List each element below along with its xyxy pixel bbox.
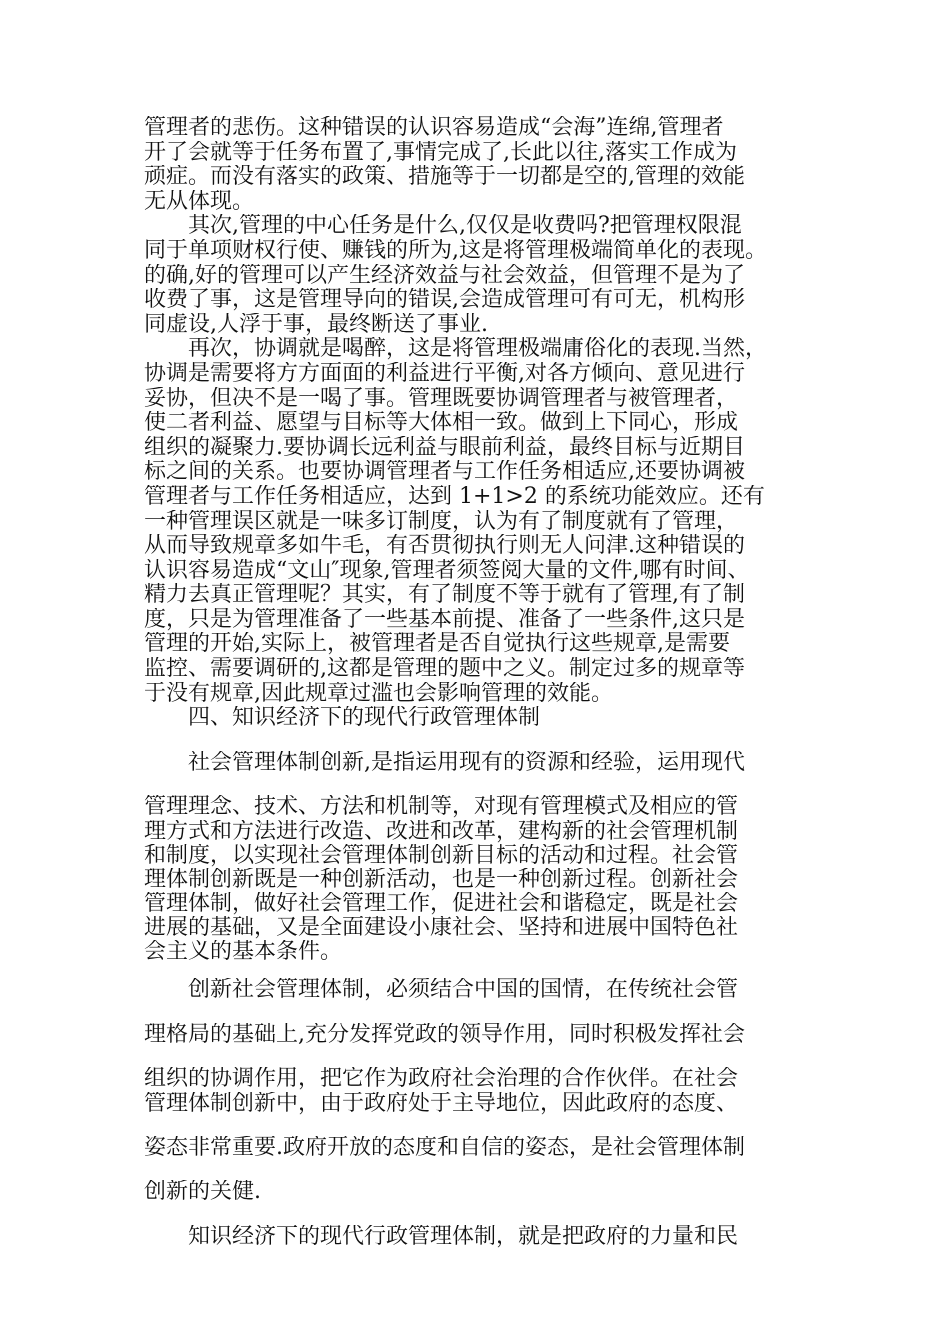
text-line: 创新的关健. <box>144 1180 261 1205</box>
text-line: 姿态非常重要.政府开放的态度和自信的姿态，是社会管理体制 <box>144 1135 745 1160</box>
text-line: 进展的基础，又是全面建设小康社会、坚持和进展中国特色社 <box>144 916 739 941</box>
document-page <box>144 116 814 1250</box>
text-line: 创新社会管理体制，必须结合中国的国情，在传统社会管 <box>188 978 739 1003</box>
text-line: 再次，协调就是喝醉，这是将管理极端庸俗化的表现.当然， <box>188 337 767 362</box>
text-line: 其次,管理的中心任务是什么,仅仅是收费吗?把管理权限混 <box>188 214 742 239</box>
text-line: 理方式和方法进行改造、改进和改革，建构新的社会管理机制 <box>144 820 739 845</box>
text-line: 标之间的关系。也要协调管理者与工作任务相适应,还要协调被 <box>144 460 745 485</box>
text-line: 知识经济下的现代行政管理体制，就是把政府的力量和民 <box>188 1225 739 1249</box>
text-line: 社会管理体制创新,是指运用现有的资源和经验，运用现代 <box>188 750 745 775</box>
paragraph-social-management-innovation <box>144 751 814 964</box>
text-line: 会主义的基本条件。 <box>144 940 343 965</box>
text-line: 精力去真正管理呢？其实，有了制度不等于就有了管理,有了制 <box>144 583 745 608</box>
text-line: 妥协，但决不是一喝了事。管理既要协调管理者与被管理者， <box>144 386 739 411</box>
text-line: 管理体制，做好社会管理工作，促进社会和谐稳定，既是社会 <box>144 892 739 917</box>
text-line: 管理者的悲伤。这种错误的认识容易造成“会海”连绵,管理者 <box>144 116 724 140</box>
text-line: 理体制创新既是一种创新活动，也是一种创新过程。创新社会 <box>144 868 739 893</box>
paragraph-national-conditions <box>144 978 814 1205</box>
text-line: 开了会就等于任务布置了,事情完成了,长此以往,落实工作成为 <box>144 140 737 165</box>
text-line: 协调是需要将方方面面的利益进行平衡,对各方倾向、意见进行 <box>144 361 745 386</box>
text-line: 使二者利益、愿望与目标等大体相一致。做到上下同心，形成 <box>144 411 739 436</box>
text-line: 于没有规章,因此规章过滥也会影响管理的效能。 <box>144 681 613 706</box>
text-line: 认识容易造成“文山″现象,管理者须签阅大量的文件,哪有时间、 <box>144 558 750 583</box>
section-management-errors <box>144 116 814 731</box>
text-line: 收费了事，这是管理导向的错误,会造成管理可有可无，机构形 <box>144 288 745 313</box>
text-line: 顽症。而没有落实的政策、措施等于一切都是空的,管理的效能 <box>144 165 745 190</box>
text-line: 理格局的基础上,充分发挥党政的领导作用，同时积极发挥社会 <box>144 1022 745 1047</box>
text-line: 管理理念、技术、方法和机制等，对现有管理模式及相应的管 <box>144 795 739 820</box>
text-line: 管理体制创新中，由于政府处于主导地位，因此政府的态度、 <box>144 1091 739 1116</box>
text-line: 组织的协调作用，把它作为政府社会治理的合作伙伴。在社会 <box>144 1067 739 1092</box>
text-line: 同于单项财权行使、赚钱的所为,这是将管理极端简单化的表现。 <box>144 238 767 263</box>
text-line: 管理的开始,实际上，被管理者是否自觉执行这些规章,是需要 <box>144 632 730 657</box>
text-line: 同虚设,人浮于事，最终断送了事业. <box>144 312 488 337</box>
section-heading: 四、知识经济下的现代行政管理体制 <box>188 706 541 731</box>
text-line: 组织的凝聚力.要协调长远利益与眼前利益，最终目标与近期目 <box>144 435 745 460</box>
text-line: 度，只是为管理准备了一些基本前提、准备了一些条件,这只是 <box>144 607 745 632</box>
text-line: 无从体现。 <box>144 189 255 214</box>
paragraph-knowledge-economy <box>144 1225 814 1250</box>
text-line: 从而导致规章多如牛毛，有否贯彻执行则无人问津.这种错误的 <box>144 534 745 559</box>
text-line: 监控、需要调研的,这都是管理的题中之义。制定过多的规章等 <box>144 657 745 682</box>
text-line: 一种管理误区就是一味多订制度，认为有了制度就有了管理， <box>144 509 739 534</box>
text-line: 和制度，以实现社会管理体制创新目标的活动和过程。社会管 <box>144 844 739 869</box>
text-line: 的确,好的管理可以产生经济效益与社会效益，但管理不是为了 <box>144 263 745 288</box>
text-line: 管理者与工作任务相适应，达到 1+1>2 的系统功能效应。还有 <box>144 484 765 509</box>
